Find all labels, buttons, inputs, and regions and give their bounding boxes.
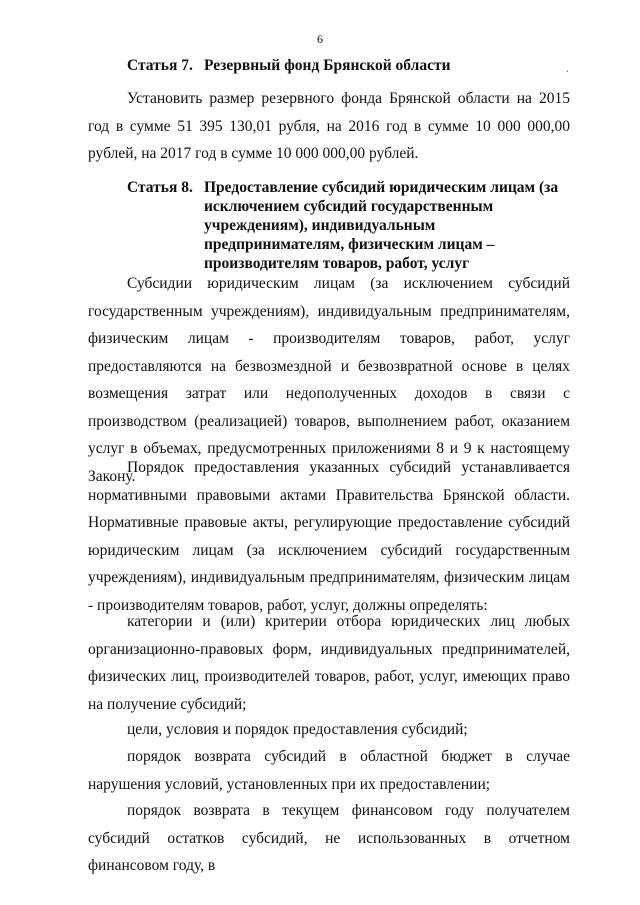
article-8-list-item: категории и (или) критерии отбора юридических лиц любых организационно-правовых форм, индивидуальных предпринимателей, физических лиц, производителей товаров, работ, услуг, имеющих право на получение субсидий; [88,613,570,713]
article-8-list-item: цели, условия и порядок предоставления субсидий; [127,721,468,738]
article-8-list-item: порядок возврата субсидий в областной бюджет в случае нарушения условий, установленных при их предоставлении; [88,748,570,793]
page-number: 6 [317,32,323,46]
article-7-heading [127,56,570,75]
article-8-number: Статья 8. [127,179,193,196]
article-7-title: Резервный фонд Брянской области [204,57,451,74]
article-8-list-item: порядок возврата в текущем финансовом году получателем субсидий остатков субсидий, не использованных в отчетном финансовом году, в [88,802,570,874]
stray-mark: . [566,64,569,75]
article-7-text: Установить размер резервного фонда Брянской области на 2015 год в сумме 51 395 130,01 рубля, на 2016 год в сумме 10 000 000,00 рублей, на 2017 год в сумме 10 000 000,00 рублей. [88,90,570,162]
article-8-title: Предоставление субсидий юридическим лицам (за исключением субсидий государственным учреждениям), индивидуальным предпринимателям, физическим лицам – производителям товаров, работ, услуг [204,179,559,272]
article-8-paragraph: Порядок предоставления указанных субсидий устанавливается нормативными правовыми актами Правительства Брянской области. Нормативные правовые акты, регулирующие предоставление субсидий юридическим лицам (за исключением субсидий государственным учреждениям), индивидуальным предпринимателям, физическим лицам - производителям товаров, работ, услуг, должны определять: [88,459,570,614]
article-8-paragraph: Субсидии юридическим лицам (за исключением субсидий государственным учреждениям), индивидуальным предпринимателям, физическим лицам - производителям товаров, работ, услуг предоставляются на безвозмездной и безвозвратной основе в целях возмещения затрат или недополученных доходов в связи с производством (реализацией) товаров, выполнением работ, оказанием услуг в объемах, предусмотренных приложениями 8 и 9 к настоящему Закону. [88,275,570,485]
article-7-number: Статья 7. [127,57,193,74]
article-8-heading [127,178,570,273]
